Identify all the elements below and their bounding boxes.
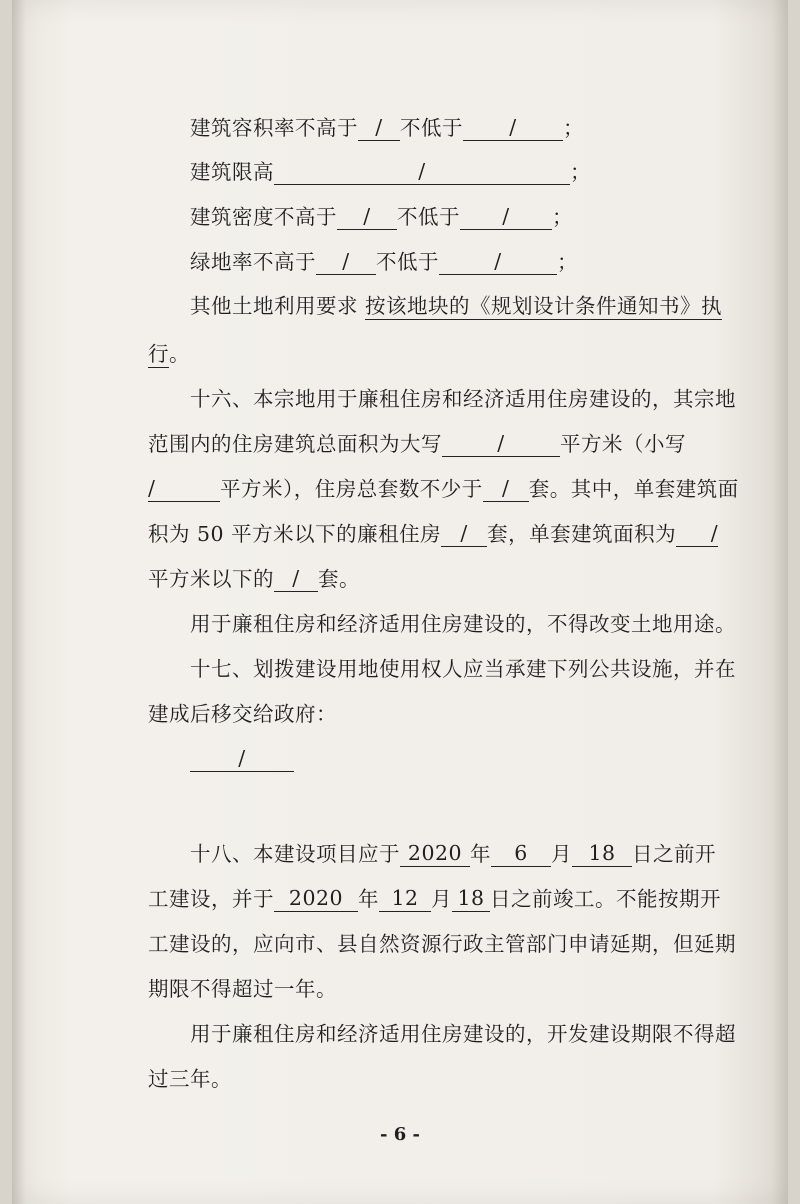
sec18-text: 用于廉租住房和经济适用住房建设的，开发建设期限不得超 (190, 1022, 736, 1046)
sec18-line-6 (148, 1065, 232, 1093)
sec17-text: 十七、划拨建设用地使用权人应当承建下列公共设施，并在 (190, 657, 736, 681)
sec16-line-4 (148, 520, 718, 548)
other-value: 按该地块的《规划设计条件通知书》执 (365, 294, 723, 318)
sec16-line-3 (148, 475, 739, 503)
facilities-field: / (190, 747, 294, 772)
semicolon: ； (570, 160, 591, 184)
far-label: 建筑容积率不高于 (190, 116, 358, 140)
green-line (190, 248, 578, 276)
sec18-text: 年 (358, 887, 379, 911)
semicolon: ； (552, 205, 573, 229)
height-label: 建筑限高 (190, 160, 274, 184)
sec18-line-2 (148, 885, 721, 913)
sec16-text: 积为 50 平方米以下的廉租住房 (148, 522, 442, 546)
other-line (190, 292, 722, 320)
far-line (190, 114, 584, 142)
other-line-2 (148, 340, 190, 368)
far-min-field: / (463, 116, 563, 141)
small-unit-count-field: / (274, 567, 318, 592)
sec16-text: 套。 (318, 567, 360, 591)
sec18-line-3 (148, 930, 736, 958)
semicolon: ； (557, 250, 578, 274)
sec16-text: 平方米以下的 (148, 567, 274, 591)
sec17-line-1 (190, 655, 736, 683)
sec16-text: 平方米（小写 (560, 432, 686, 456)
sec16-line-2 (148, 430, 686, 458)
sec18-line-5 (190, 1020, 736, 1048)
sec16-line-1 (190, 385, 736, 413)
sec18-line-1 (190, 840, 716, 868)
sec18-text: 日之前竣工。不能按期开 (490, 887, 721, 911)
sec17-facilities (190, 745, 294, 773)
sec18-text: 月 (551, 842, 572, 866)
sec18-line-4 (148, 975, 337, 1003)
document-page (12, 0, 788, 1204)
green-min-field: / (439, 250, 557, 275)
sec16-line-6 (190, 610, 736, 638)
sec18-text: 年 (470, 842, 491, 866)
sec16-line-5 (148, 565, 360, 593)
low-rent-count-field: / (441, 522, 487, 547)
height-line (190, 158, 591, 186)
density-line (190, 203, 573, 231)
green-max-field: / (316, 250, 376, 275)
density-min-field: / (460, 205, 552, 230)
height-field: / (274, 160, 570, 185)
sec16-text: 十六、本宗地用于廉租住房和经济适用住房建设的，其宗地 (190, 387, 736, 411)
sec18-text: 工建设的，应向市、县自然资源行政主管部门申请延期，但延期 (148, 932, 736, 956)
far-min-label: 不低于 (400, 116, 463, 140)
period: 。 (169, 342, 190, 366)
start-month-field: 6 (491, 842, 551, 867)
sec18-text: 工建设，并于 (148, 887, 274, 911)
sec16-text: 套，单套建筑面积为 (487, 522, 677, 546)
total-area-upper-field: / (442, 432, 560, 457)
other-value-cont: 行 (148, 342, 169, 366)
sec17-line-2 (148, 700, 337, 728)
sec16-text: 平方米），住房总套数不少于 (220, 477, 483, 501)
density-min-label: 不低于 (397, 205, 460, 229)
density-label: 建筑密度不高于 (190, 205, 337, 229)
end-day-field: 18 (452, 887, 490, 912)
sec18-text: 十八、本建设项目应于 (190, 842, 400, 866)
far-max-field: / (358, 116, 400, 141)
sec18-text: 期限不得超过一年。 (148, 977, 337, 1001)
sec18-text: 过三年。 (148, 1067, 232, 1091)
sec17-text: 建成后移交给政府： (148, 702, 337, 726)
sec18-text: 月 (431, 887, 452, 911)
density-max-field: / (337, 205, 397, 230)
end-year-field: 2020 (274, 887, 358, 912)
total-area-lower-field: / (148, 477, 220, 502)
start-day-field: 18 (572, 842, 632, 867)
sec16-text: 套。其中，单套建筑面 (528, 477, 739, 501)
sec16-text: 范围内的住房建筑总面积为大写 (148, 432, 442, 456)
sec18-text: 日之前开 (632, 842, 716, 866)
other-label: 其他土地利用要求 (190, 294, 358, 318)
unit-count-field: / (483, 477, 529, 502)
start-year-field: 2020 (400, 842, 470, 867)
sec16-text: 用于廉租住房和经济适用住房建设的，不得改变土地用途。 (190, 612, 736, 636)
green-min-label: 不低于 (376, 250, 439, 274)
end-month-field: 12 (379, 887, 431, 912)
unit-area-field: / (676, 522, 718, 547)
green-label: 绿地率不高于 (190, 250, 316, 274)
page-number: - 6 - (380, 1124, 420, 1145)
semicolon: ； (563, 116, 584, 140)
